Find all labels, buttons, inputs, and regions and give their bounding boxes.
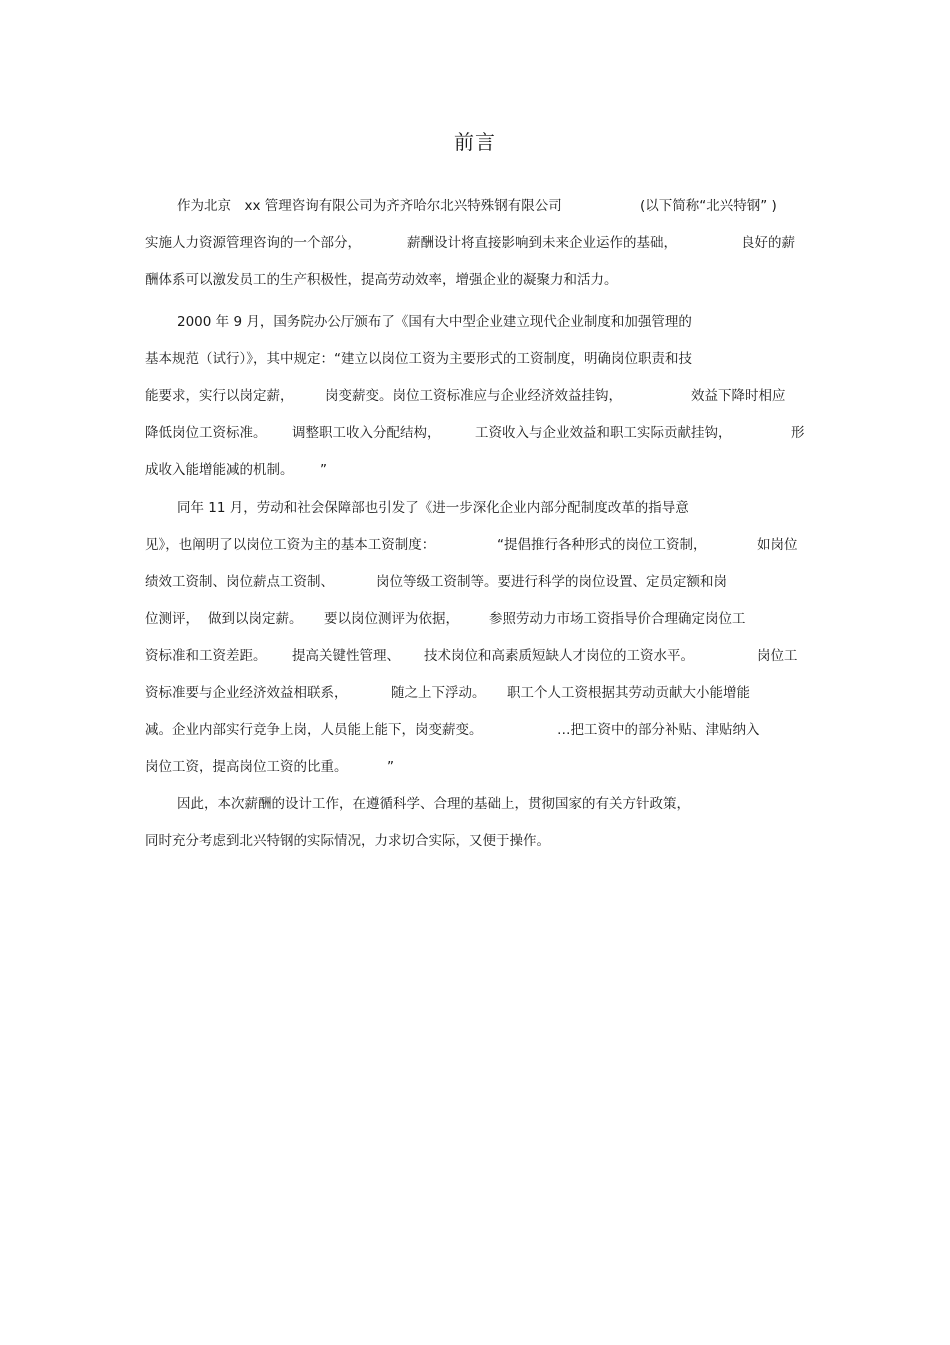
document-title: 前言 — [454, 130, 496, 154]
text-segment: 工资收入与企业效益和职工实际贡献挂钩， — [475, 425, 732, 441]
text-segment: 同时充分考虑到北兴特钢的实际情况，力求切合实际，又便于操作。 — [145, 833, 550, 849]
text-segment: 良好的薪 — [741, 235, 795, 251]
text-segment: 基本规范（试行）》，其中规定：“建立以岗位工资为主要形式的工资制度，明确岗位职责和技 — [145, 351, 692, 367]
text-segment: (以下简称“北兴特钢” ) — [640, 198, 777, 214]
text-segment: 降低岗位工资标准。 — [145, 425, 267, 441]
text-segment: 岗位等级工资制等。要进行科学的岗位设置、定员定额和岗 — [376, 574, 727, 590]
text-segment: ” — [320, 462, 327, 478]
text-segment: 成收入能增能减的机制。 — [145, 462, 294, 478]
text-segment: 效益下降时相应 — [691, 388, 786, 404]
text-segment: 位测评， — [145, 611, 199, 627]
text-segment: 技术岗位和高素质短缺人才岗位的工资水平。 — [424, 648, 694, 664]
text-segment: 薪酬设计将直接影响到未来企业运作的基础， — [407, 235, 677, 251]
text-segment: 参照劳动力市场工资指导价合理确定岗位工 — [489, 611, 746, 627]
text-segment: 2000 年 9 月，国务院办公厅颁布了《国有大中型企业建立现代企业制度和加强管理的 — [177, 314, 692, 330]
text-segment: 减。企业内部实行竞争上岗，人员能上能下，岗变薪变。 — [145, 722, 483, 738]
text-segment: 如岗位 — [757, 537, 798, 553]
text-segment: 绩效工资制、岗位薪点工资制、 — [145, 574, 334, 590]
text-segment: 作为北京 xx 管理咨询有限公司为齐齐哈尔北兴特殊钢有限公司 — [177, 198, 562, 214]
text-segment: 岗位工 — [757, 648, 798, 664]
text-segment: 岗变薪变。岗位工资标准应与企业经济效益挂钩， — [325, 388, 622, 404]
text-segment: 资标准要与企业经济效益相联系， — [145, 685, 348, 701]
text-segment: 酬体系可以激发员工的生产积极性，提高劳动效率，增强企业的凝聚力和活力。 — [145, 272, 618, 288]
text-segment: 能要求，实行以岗定薪， — [145, 388, 294, 404]
text-segment: 见》，也阐明了以岗位工资为主的基本工资制度： — [145, 537, 436, 553]
text-segment: 调整职工收入分配结构， — [292, 425, 441, 441]
text-segment: 因此，本次薪酬的设计工作，在遵循科学、合理的基础上，贯彻国家的有关方针政策， — [177, 796, 690, 812]
text-segment: 形 — [791, 425, 805, 441]
text-segment: 同年 11 月，劳动和社会保障部也引发了《进一步深化企业内部分配制度改革的指导意 — [177, 500, 689, 516]
text-segment: …把工资中的部分补贴、津贴纳入 — [557, 722, 760, 738]
text-segment: 岗位工资，提高岗位工资的比重。 — [145, 759, 348, 775]
text-segment: 实施人力资源管理咨询的一个部分， — [145, 235, 361, 251]
text-segment: 要以岗位测评为依据， — [324, 611, 459, 627]
text-segment: 提高关键性管理、 — [292, 648, 400, 664]
text-segment: “提倡推行各种形式的岗位工资制， — [497, 537, 707, 553]
text-segment: 资标准和工资差距。 — [145, 648, 267, 664]
text-segment: 随之上下浮动。 — [391, 685, 486, 701]
text-segment: ” — [387, 759, 394, 775]
text-segment: 职工个人工资根据其劳动贡献大小能增能 — [507, 685, 750, 701]
text-segment: 做到以岗定薪。 — [208, 611, 303, 627]
